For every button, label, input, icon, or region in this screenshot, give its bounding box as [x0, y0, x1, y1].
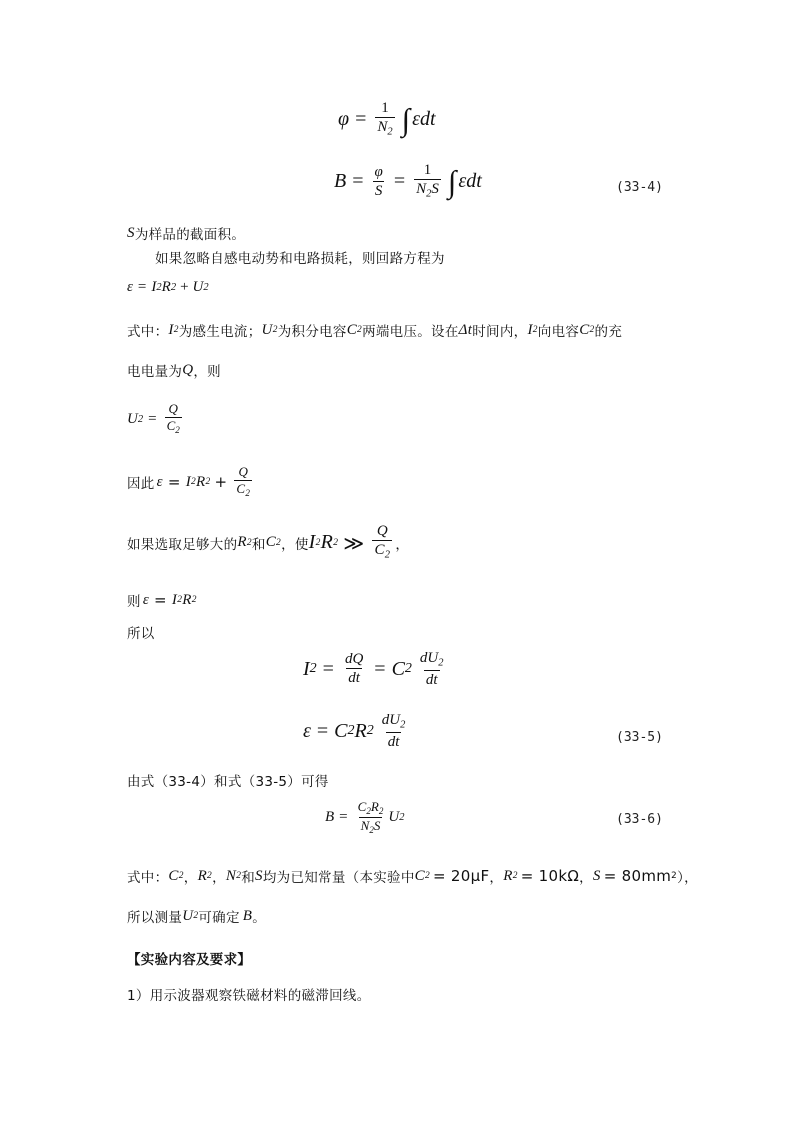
equation-b: B = $\frac{\varphi}{S}$ = $\frac{1}{N_2S}$ ∫ εdt — [334, 162, 482, 200]
equation-number: (33-6) — [616, 812, 663, 827]
equation-u2: U 2 = $\frac{Q}{C_2}$ — [127, 401, 180, 436]
numerator: 1 — [381, 100, 389, 116]
fraction: $\frac{C_2R_2}{N_2S}$ — [357, 799, 384, 835]
fraction: $\frac{Q}{C_2}$ — [236, 464, 251, 499]
fraction: $\frac{dU_2}{dt}$ — [381, 712, 406, 750]
paragraph-loop: 如果忽略自感电动势和电路损耗，则回路方程为 — [155, 251, 445, 267]
paragraph-from: 由式（33-4）和式（33-5）可得 — [127, 774, 329, 790]
paragraph-then: 则 ε = I 2 R 2 — [127, 591, 197, 610]
denominator: N — [377, 119, 388, 136]
equation-eps: ε = C 2 R 2 $\frac{dU_2}{dt}$ — [303, 712, 406, 750]
equation-phi — [338, 100, 436, 140]
paragraph-const-line2: 所以测量 U 2 可确定 B 。 — [127, 907, 267, 926]
paragraph-so: 所以 — [127, 626, 155, 642]
paragraph-where-line1: 式中： I 2 为感生电流； U 2 为积分电容 C 2 两端电压。设在 Δt 时间内， I 2 向电容 C 2 的充 — [127, 321, 623, 340]
integrand: εdt — [412, 108, 436, 131]
equals-sign: = — [355, 108, 367, 131]
fraction: $\frac{\varphi}{S}$ — [374, 163, 383, 199]
fraction: $\frac{dU_2}{dt}$ — [419, 650, 444, 688]
equation-number: (33-4) — [616, 180, 663, 195]
fraction: $\frac{1}{N_2S}$ — [416, 162, 439, 200]
equation-hence: 因此 ε = I 2 R 2 + $\frac{Q}{C_2}$ — [127, 464, 251, 499]
equation-number: (33-5) — [616, 730, 663, 745]
fraction: $\frac{dQ}{dt}$ — [344, 651, 364, 687]
fraction: $\frac{1}{N_2}$ — [377, 100, 393, 138]
equation-loop: ε = I 2 R 2 + U 2 — [127, 279, 209, 295]
paragraph-const-line1: 式中： C 2 ， R 2 ， N 2 和 S 均为已知常量（本实验中 C 2 = 20μF ， R 2 = 10kΩ ， S = 80mm 2 ）， — [127, 867, 698, 886]
phi-symbol: φ — [338, 108, 350, 131]
equation-b2: B = $\frac{C_2R_2}{N_2S}$ U 2 — [325, 799, 405, 835]
equation-i2: I 2 = $\frac{dQ}{dt}$ = C 2 $\frac{dU_2}{dt}$ — [303, 650, 444, 688]
paragraph-choose: 如果选取足够大的 R 2 和 C 2 ，使 I 2 R 2 ≫ $\frac{Q}{C_2}$ ， — [127, 523, 410, 561]
paragraph-where-line2: 电电量为 Q ，则 — [127, 361, 221, 380]
list-item: 1）用示波器观察铁磁材料的磁滞回线。 — [127, 988, 371, 1004]
fraction: $\frac{Q}{C_2}$ — [166, 401, 180, 436]
section-heading: 【实验内容及要求】 — [127, 952, 252, 968]
text-line-s: S 为样品的截面积。 — [127, 224, 246, 243]
integral-sign: ∫ — [401, 101, 411, 137]
fraction: $\frac{Q}{C_2}$ — [374, 523, 391, 561]
